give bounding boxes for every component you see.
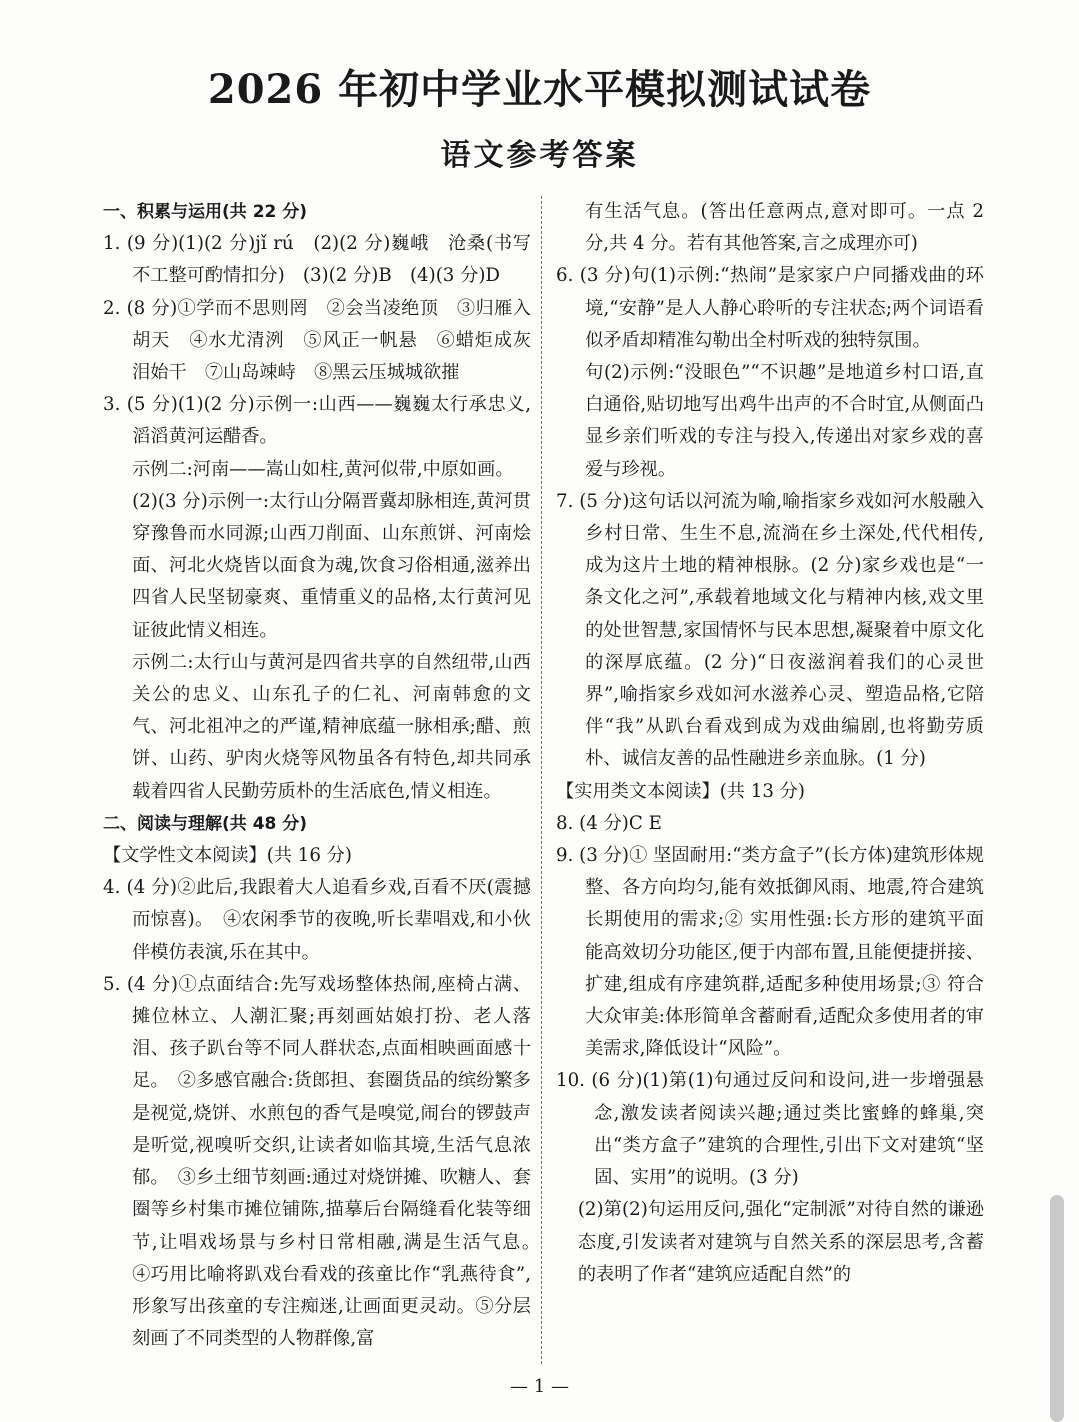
answer-5-continued: 有生活气息。(答出任意两点,意对即可。一点 2 分,共 4 分。若有其他答案,言之成理亦可) (585, 201, 984, 255)
answer-3-part-2-example-2: 示例二:太行山与黄河是四省共享的自然纽带,山西关公的忠义、山东孔子的仁礼、河南韩愈的文气、河北祖冲之的严谨,精神底蕴一脉相承;醋、煎饼、山药、驴肉火烧等风物虽各有特色,却共同承载着四省人民勤劳质朴的生活底色,情义相连。 (132, 651, 531, 802)
answer-2: 2. (8 分)①学而不思则罔 ②会当凌绝顶 ③归雁入胡天 ④水尤清洌 ⑤风正一帆悬 ⑥蜡炬成灰泪始干 ⑦山岛竦峙 ⑧黑云压城城欲摧 (103, 297, 531, 384)
answer-4: 4. (4 分)②此后,我跟着大人追看乡戏,百看不厌(震撼而惊喜)。 ④农闲季节的夜晚,听长辈唱戏,和小伙伴模仿表演,乐在其中。 (103, 877, 531, 963)
answer-10-part-2: (2)第(2)句运用反问,强化“定制派”对待自然的谦逊态度,引发读者对建筑与自然关系的深层思考,含蓄的表明了作者“建筑应适配自然”的 (577, 1199, 984, 1285)
answer-9: 9. (3 分)① 坚固耐用:“类方盒子”(长方体)建筑形体规整、各方向均匀,能有效抵御风雨、地震,符合建筑长期使用的需求;② 实用性强:长方形的建筑平面能高效切分功能区,便于内部布置,且能便捷拼接、扩建,组成有序建筑群,适配多种使用场景;③ 符合大众审美:体形简单含蓄耐看,适配众多使用者的审美需求,降低设计“风险”。 (556, 845, 984, 1060)
section-heading-2: 二、阅读与理解(共 48 分) (103, 813, 308, 834)
subsection-literary-reading: 【文学性文本阅读】(共 16 分) (103, 845, 352, 867)
answer-5: 5. (4 分)①点面结合:先写戏场整体热闹,座椅占满、摊位林立、人潮汇聚;再刻画姑娘打扮、老人落泪、孩子趴台等不同人群状态,点面相映画面感十足。 ②多感官融合:货郎担、套圈货品的缤纷繁多是视觉,烧饼、水煎包的香气是嗅觉,闹台的锣鼓声是听觉,视嗅听交织,让读者如临其境,生活气息浓郁。 ③乡土细节刻画:通过对烧饼摊、吹糖人、套圈等乡村集市摊位铺陈,描摹后台隔缝看化装等细节,让唱戏场景与乡村日常相融,满是生活气息。 ④巧用比喻将趴戏台看戏的孩童比作“乳燕待食”,形象写出孩童的专注痴迷,让画面更灵动。⑤分层刻画了不同类型的人物群像,富 (103, 973, 550, 1350)
subsection-practical-reading: 【实用类文本阅读】(共 13 分) (556, 780, 805, 802)
column-divider (541, 196, 542, 1364)
scrollbar-thumb[interactable] (1050, 1195, 1064, 1422)
answer-7: 7. (5 分)这句话以河流为喻,喻指家乡戏如河水般融入乡村日常、生生不息,流淌在乡土深处,代代相传,成为这片土地的精神根脉。(2 分)家乡戏也是“一条文化之河”,承载着地域文化与精神内核,戏文里的处世智慧,家国情怀与民本思想,凝聚着中原文化的深厚底蕴。(2 分)“日夜滋润着我们的心灵世界”,喻指家乡戏如河水滋养心灵、塑造品格,它陪伴“我”从趴台看戏到成为戏曲编剧,也将勤劳质朴、诚信友善的品性融进乡亲血脉。(1 分) (556, 490, 984, 770)
answer-6: 6. (3 分)句(1)示例:“热闹”是家家户户同播戏曲的环境,“安静”是人人静心聆听的专注状态;两个词语看似矛盾却精准勾勒出全村听戏的独特氛围。 (556, 265, 984, 351)
answer-3: 3. (5 分)(1)(2 分)示例一:山西——巍巍太行承忠义,滔滔黄河运醋香。 (103, 394, 531, 448)
right-column (556, 196, 984, 1291)
answer-3-part-2: (2)(3 分)示例一:太行山分隔晋冀却脉相连,黄河贯穿豫鲁而水同源;山西刀削面、山东煎饼、河南烩面、河北火烧皆以面食为魂,饮食习俗相通,滋养出四省人民坚韧豪爽、重情重义的品格,太行黄河见证彼此情义相连。 (132, 490, 531, 641)
page-number: — 1 — (510, 1376, 569, 1397)
answer-3-example-2: 示例二:河南——嵩山如柱,黄河似带,中原如画。 (132, 458, 514, 480)
answer-10: 10. (6 分)(1)第(1)句通过反问和设问,进一步增强悬念,激发读者阅读兴趣;通过类比蜜蜂的蜂巢,突出“类方盒子”建筑的合理性,引出下文对建筑“坚固、实用”的说明。(3 分) (556, 1070, 984, 1189)
section-heading-1: 一、积累与运用(共 22 分) (103, 202, 308, 222)
answer-8: 8. (4 分)C E (556, 812, 662, 834)
answer-1: 1. (9 分)(1)(2 分)jǐ rú (2)(2 分)巍峨 沧桑(书写不工整可酌情扣分) (3)(2 分)B (4)(3 分)D (103, 233, 531, 287)
left-column (103, 196, 550, 1355)
answer-6-sentence-2: 句(2)示例:“没眼色”“不识趣”是地道乡村口语,直白通俗,贴切地写出鸡牛出声的不合时宜,从侧面凸显乡亲们听戏的专注与投入,传递出对家乡戏的喜爱与珍视。 (585, 362, 984, 480)
page-title: 2026 年初中学业水平模拟测试试卷 (207, 66, 872, 113)
page-subtitle: 语文参考答案 (440, 138, 639, 173)
